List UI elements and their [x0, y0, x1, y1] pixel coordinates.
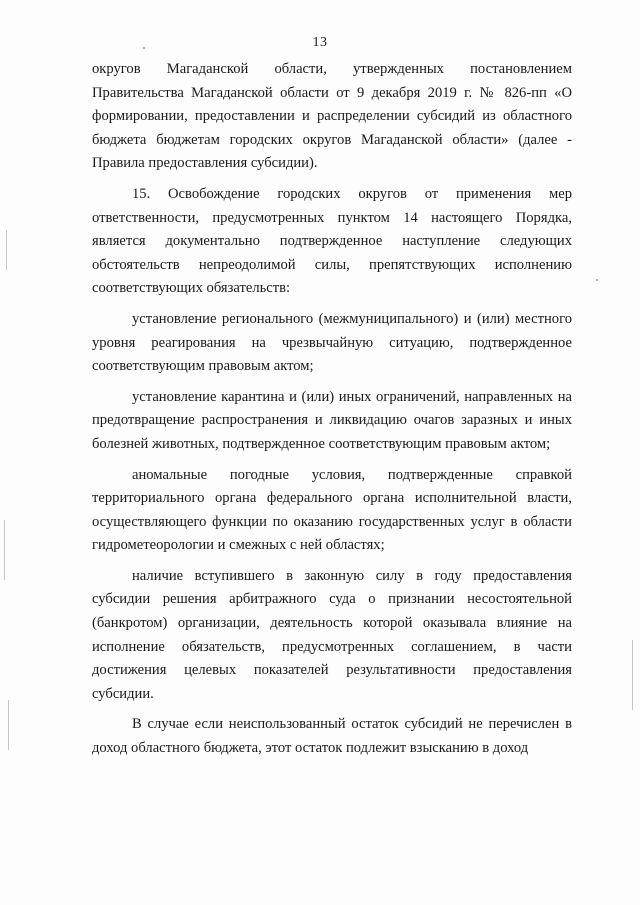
paragraph-quarantine: установление карантина и (или) иных ограничений, направленных на предотвращение распространения и ликвидацию очагов заразных и иных болезней животных, подтвержденное соответствующим правовым актом;: [92, 388, 572, 452]
document-body: [92, 58, 572, 768]
scan-edge-mark: [632, 640, 633, 710]
paragraph-emergency-response: установление регионального (межмуниципального) и (или) местного уровня реагирования на чрезвычайную ситуацию, подтвержденное соответствующим правовым актом;: [92, 310, 572, 375]
scan-edge-mark: [6, 230, 7, 270]
scan-edge-mark: [8, 700, 9, 750]
scan-edge-mark: [4, 520, 5, 580]
page-number: 13: [312, 35, 328, 50]
paragraph-unused-balance: В случае если неиспользованный остаток субсидий не перечислен в доход областного бюджета, этот остаток подлежит взысканию в доход: [92, 716, 572, 757]
paragraph-clause-15: 15. Освобождение городских округов от применения мер ответственности, предусмотренных пунктом 14 настоящего Порядка, является документально подтвержденное наступление следующих обстоятельств непреодолимой силы, препятствующих исполнению соответствующих обязательств:: [92, 185, 572, 297]
paragraph-weather-conditions: аномальные погодные условия, подтвержденные справкой территориального органа федерального органа исполнительной власти, осуществляющего функции по оказанию государственных услуг в области гидрометеорологии и смежных с ней областях;: [92, 466, 572, 554]
scan-speck: [596, 279, 598, 281]
paragraph-continuation: округов Магаданской области, утвержденных постановлением Правительства Магаданской области от 9 декабря 2019 г. № 826-пп «О формировании, предоставлении и распределении субсидий из областного бюджета бюджетам городских округов Магаданской области» (далее - Правила предоставления субсидии).: [92, 61, 572, 172]
paragraph-bankruptcy: наличие вступившего в законную силу в году предоставления субсидии решения арбитражного суда о признании несостоятельной (банкротом) организации, деятельность которой оказывала влияние на исполнение обязательств, предусмотренных соглашением, в части достижения целевых показателей результативности предоставления субсидии.: [92, 567, 572, 702]
scan-speck: [143, 47, 145, 49]
